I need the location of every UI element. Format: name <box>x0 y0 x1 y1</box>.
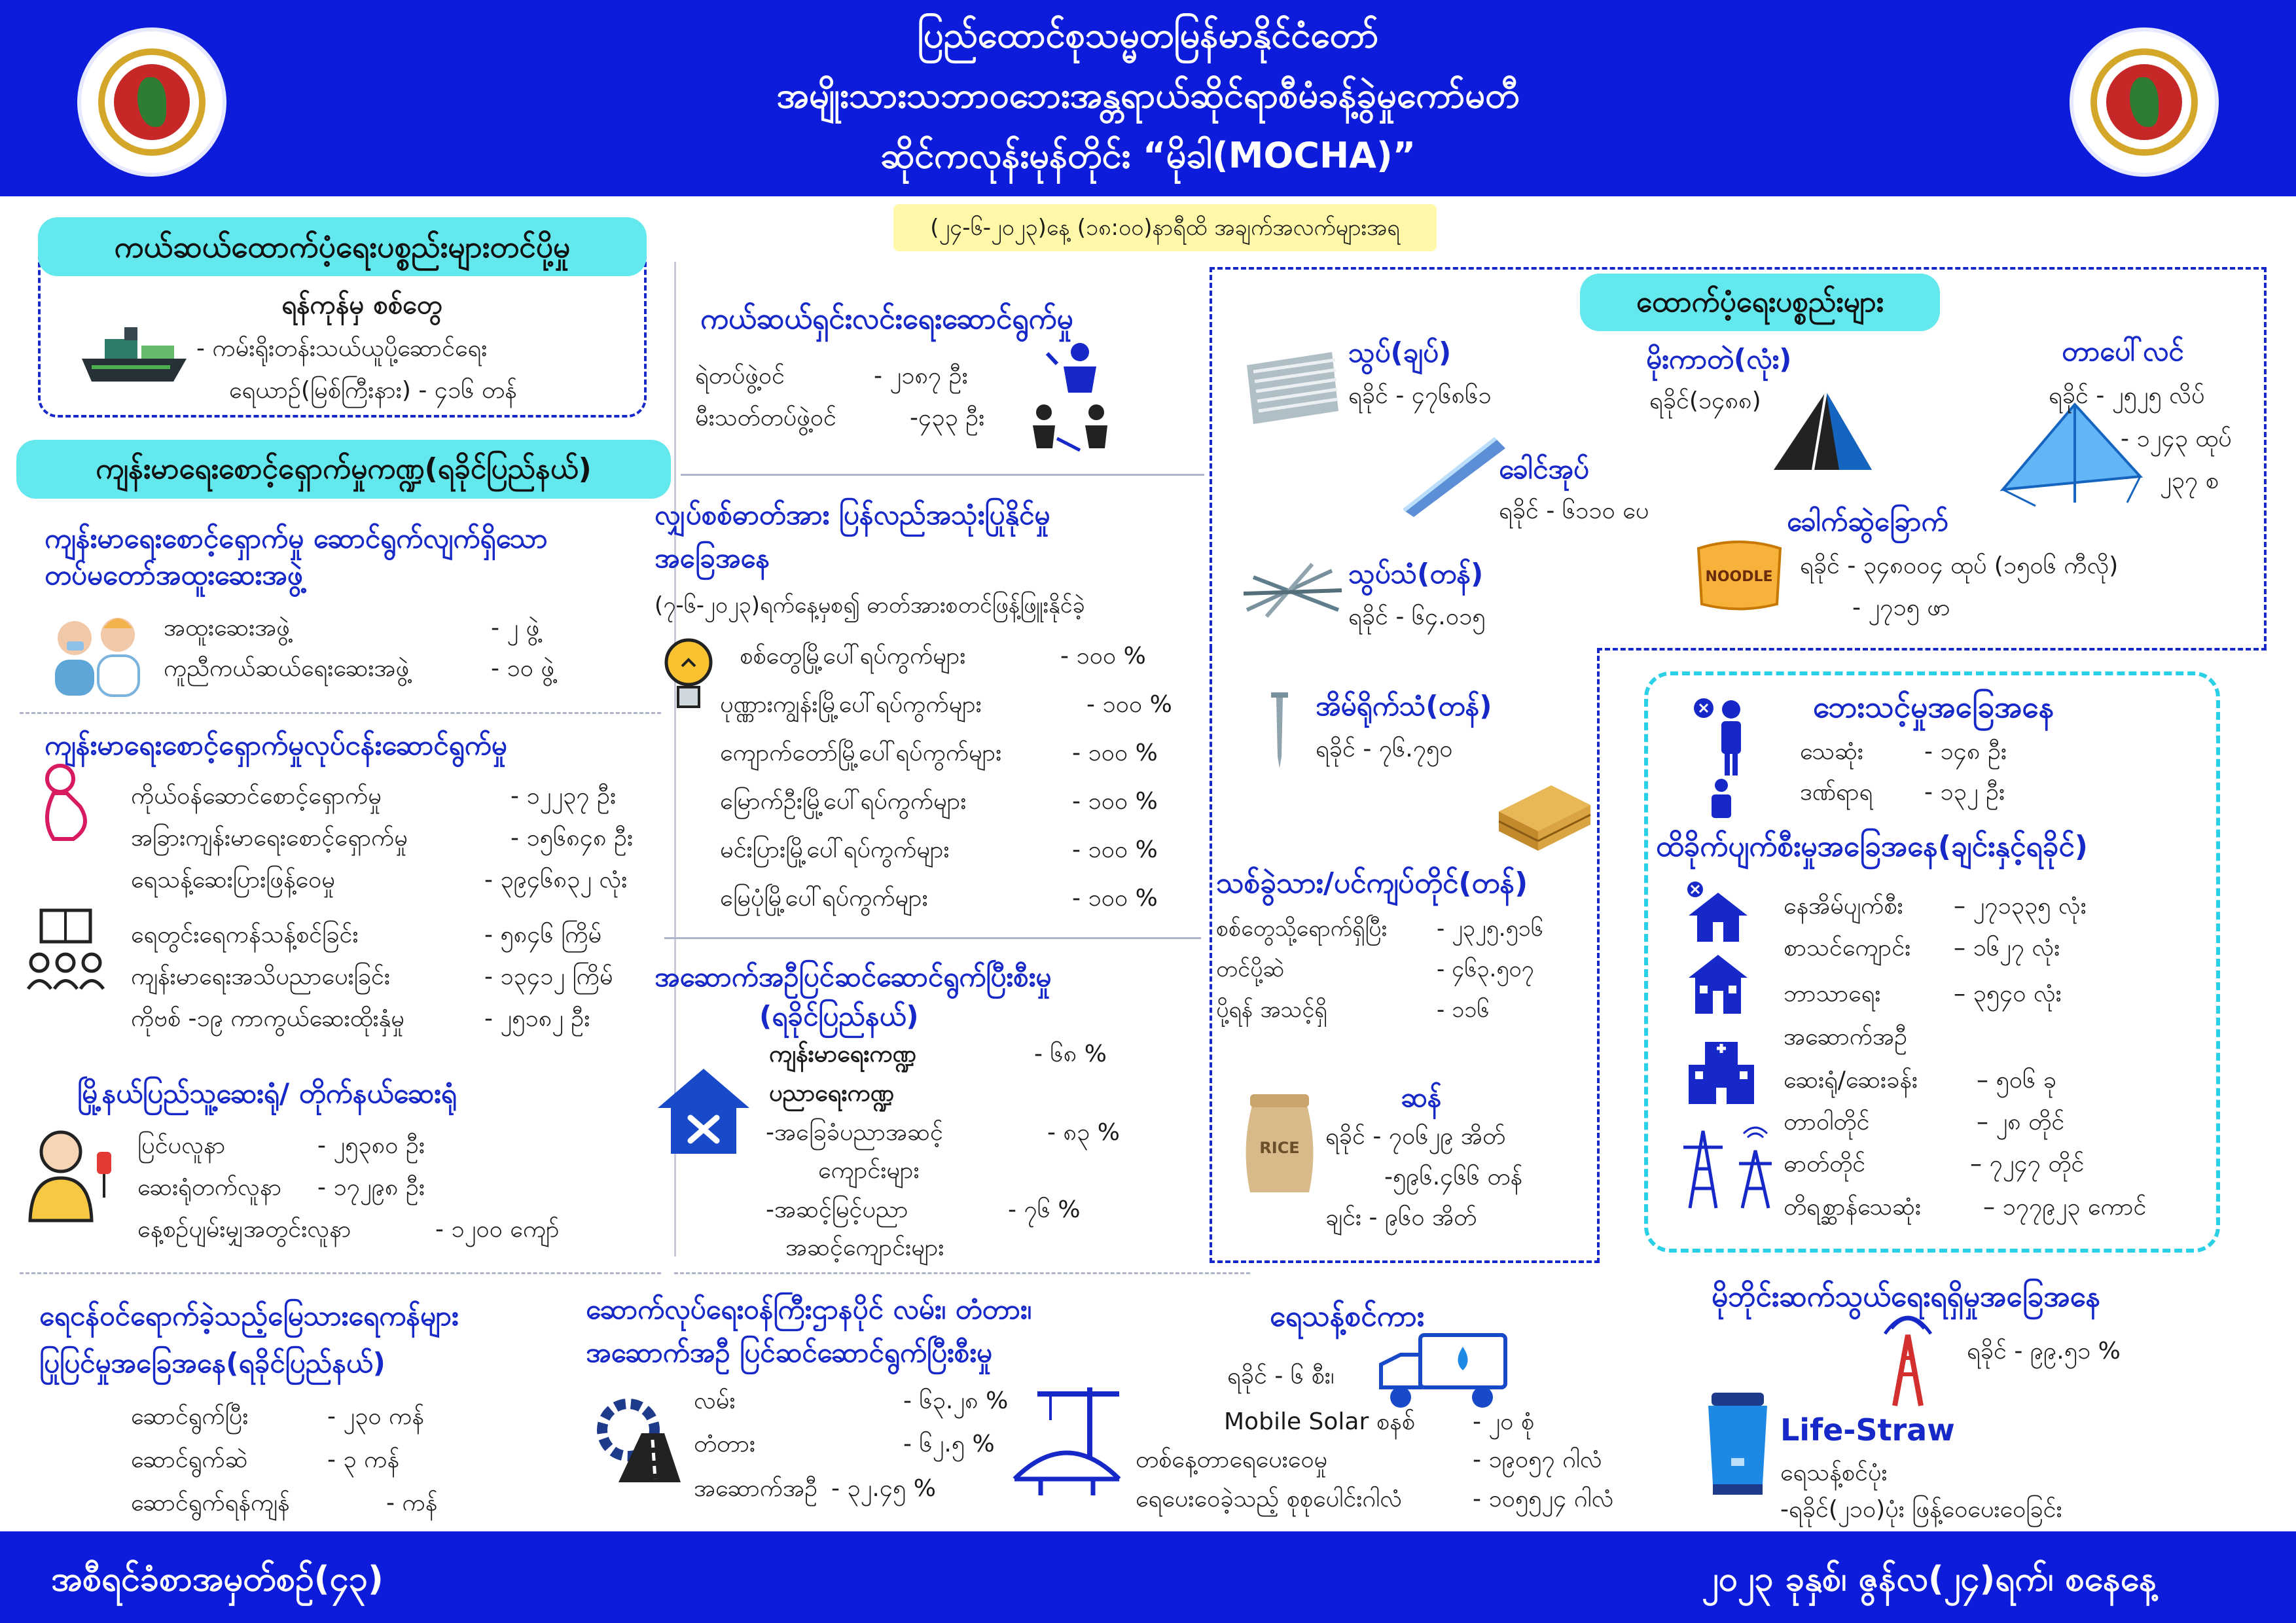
damage-value-8: – ၁၇၇၉၂၃ ကောင် <box>1983 1194 2147 1221</box>
zinc-value: ရခိုင် - ၄၇၆၈၆၁ <box>1348 382 1492 409</box>
repair-house-icon <box>655 1065 753 1157</box>
tent-value: ရခိုင်(၁၄၈၈) <box>1649 387 1761 414</box>
teams-label-1: အထူးဆေးအဖွဲ့ <box>164 615 290 641</box>
building-title-1: အဆောက်အဦပြင်ဆင်ဆောင်ရွက်ပြီးစီးမှု <box>655 961 1052 993</box>
cleanup-label-1: ရဲတပ်ဖွဲ့ဝင် <box>695 363 785 389</box>
destroyed-house-icon <box>1685 880 1751 945</box>
service-value-3: - ၃၉၄၆၈၃၂ လုံး <box>484 866 628 893</box>
power-title-2: အခြေအနေ <box>655 542 770 574</box>
ponds-title-1: ရေငန်ဝင်ရောက်ခဲ့သည့်မြေသားရေကန်များ <box>39 1300 459 1332</box>
casualty-label-2: ဒဏ်ရာရ <box>1800 779 1873 806</box>
tent-title: မိုးကာတဲ(လုံး) <box>1646 343 1792 375</box>
building-basic-value: - ၈၃ % <box>1047 1119 1120 1146</box>
ship-icon <box>79 319 190 391</box>
ridge-value: ရခိုင် - ၆၁၁၀ ပေ <box>1499 497 1649 524</box>
damage-value-3: – ၃၅၄၀ လုံး <box>1954 980 2062 1007</box>
damage-value-5: – ၅၀၆ ခု <box>1977 1067 2056 1094</box>
damage-value-6: – ၂၈ တိုင် <box>1977 1109 2065 1135</box>
svg-text:RICE: RICE <box>1259 1139 1300 1157</box>
power-value-2: - ၁၀၀ % <box>1086 691 1172 718</box>
timber-label-1: စစ်တွေသို့ရောက်ရှိပြီး <box>1216 916 1388 942</box>
casualty-value-1: - ၁၄၈ ဦး <box>1924 738 2007 765</box>
building-basic-label-1: -အခြေခံပညာအဆင့် <box>766 1119 943 1146</box>
solar-label: Mobile Solar စနစ် <box>1224 1408 1415 1435</box>
noodle-title: ခေါက်ဆွဲခြောက် <box>1787 505 1948 537</box>
hospital-label-1: ပြင်ပလူနာ <box>137 1132 226 1159</box>
infra-value-1: - ၆၃.၂၈ % <box>903 1387 1009 1414</box>
building-higher-label-2: အဆင့်ကျောင်းများ <box>785 1234 944 1261</box>
power-value-6: - ၁၀၀ % <box>1072 885 1158 912</box>
building-health-label: ကျန်းမာရေးကဏ္ဍ <box>769 1041 916 1067</box>
damage-label-3: ဘာသာရေး <box>1784 980 1881 1007</box>
rice-title: ဆန် <box>1401 1081 1442 1113</box>
report-date: ၂၀၂၃ ခုနှစ်၊ ဇွန်လ(၂၄)ရက်၊ စနေနေ့ <box>1702 1560 2157 1599</box>
power-tower-icon <box>1670 1124 1788 1209</box>
hospital-building-icon <box>1685 1035 1757 1107</box>
building-higher-label-1: -အဆင့်မြင့်ပညာ <box>766 1196 908 1223</box>
lifestraw-line-2: -ရခိုင်(၂၁၀)ပုံး ဖြန့်ဝေပေးဝေခြင်း <box>1780 1496 2062 1523</box>
service-label-1: ကိုယ်ဝန်ဆောင်စောင့်ရှောက်မှု <box>131 783 382 810</box>
zinc-sheet-icon <box>1240 346 1345 431</box>
casualty-label-1: သေဆုံး <box>1800 738 1863 765</box>
shipment-line-1: - ကမ်းရိုးတန်းသယ်ယူပို့ဆောင်ရေး <box>196 335 488 362</box>
service-value-5: - ၁၃၄၁၂ ကြိမ် <box>484 963 613 990</box>
nail-title: သွပ်သံ(တန်) <box>1348 558 1484 590</box>
header-title-2: အမျိုးသားသဘာဝဘေးအန္တရာယ်ဆိုင်ရာစီမံခန့်ခွဲမှုကော်မတီ <box>776 75 1520 116</box>
cell-tower-icon <box>1875 1309 1941 1407</box>
timber-icon <box>1492 772 1597 857</box>
timber-value-1: - ၂၃၂၅.၅၁၆ <box>1437 916 1543 942</box>
ponds-value-2: - ၃ ကန် <box>327 1446 399 1473</box>
date-note: (၂၄-၆-၂၀၂၃)နေ့ (၁၈:၀၀)နာရီထိ အချက်အလက်များအရ <box>893 204 1437 251</box>
roofing-nail-icon <box>1270 691 1289 770</box>
roofnail-value: ရခိုင် - ၇၆.၇၅၀ <box>1316 736 1453 762</box>
supplies-box-step <box>1597 648 2267 651</box>
damage-label-8: တိရစ္ဆာန်သေဆုံး <box>1784 1194 1921 1221</box>
header-banner <box>0 0 2296 196</box>
tent-icon <box>1767 385 1878 476</box>
damage-value-2: – ၁၆၂၇ လုံး <box>1954 935 2060 961</box>
hospital-value-3: - ၁၂၀၀ ကျော် <box>435 1216 560 1243</box>
school-icon <box>1685 952 1751 1017</box>
rice-value-2: -၅၉၆.၄၆၆ တန် <box>1384 1164 1523 1190</box>
pregnant-woman-icon <box>27 760 99 859</box>
hospital-value-2: - ၁၇၂၉၈ ဦး <box>317 1174 425 1201</box>
power-label-1: စစ်တွေမြို့ပေါ်ရပ်ကွက်များ <box>740 643 966 669</box>
shipment-route: ရန်ကုန်မှ စစ်တွေ <box>281 290 442 320</box>
tarpaulin-value-3: ၂၃၇ စ <box>2160 467 2219 494</box>
damage-label-4: အဆောက်အဦ <box>1784 1024 1908 1050</box>
bridge-crane-icon <box>1011 1381 1122 1499</box>
damage-label-5: ဆေးရုံ/ဆေးခန်း <box>1784 1067 1918 1094</box>
zinc-title: သွပ်(ချပ်) <box>1348 336 1452 368</box>
header-title-1: ပြည်ထောင်စုသမ္မတမြန်မာနိုင်ငံတော် <box>917 14 1379 56</box>
health-services-title: ကျန်းမာရေးစောင့်ရှောက်မှုလုပ်ငန်းဆောင်ရွက်မှု <box>45 729 507 761</box>
lifestraw-title: Life-Straw <box>1780 1412 1955 1448</box>
telecom-value: ရခိုင် - ၉၉.၅၁ % <box>1967 1338 2121 1364</box>
myanmar-map-icon <box>2130 77 2159 127</box>
water-truck-icon <box>1374 1329 1512 1414</box>
building-title-2: (ရခိုင်ပြည်နယ်) <box>759 1000 919 1032</box>
lightbulb-icon <box>661 633 717 715</box>
tarpaulin-title: တာပေါ်လင် <box>2062 335 2184 367</box>
damage-label-1: နေအိမ်ပျက်စီး <box>1784 893 1903 919</box>
daily-supply-value: - ၁၉၀၅၇ ဂါလံ <box>1473 1446 1602 1473</box>
myanmar-map-icon <box>137 77 166 127</box>
committee-seal-right <box>2070 27 2219 177</box>
teams-value-1: - ၂ ဖွဲ့ <box>491 615 540 641</box>
cleanup-label-2: မီးသတ်တပ်ဖွဲ့ဝင် <box>695 404 836 431</box>
patient-icon <box>25 1126 117 1224</box>
purifier-value: ရခိုင် - ၆ စီး၊ <box>1227 1363 1335 1389</box>
power-value-3: - ၁၀၀ % <box>1072 740 1158 766</box>
power-note: (၇-၆-၂၀၂၃)ရက်နေ့မှစ၍ ဓာတ်အားစတင်ဖြန့်ဖြူးနိုင်ခဲ့ <box>655 592 1085 618</box>
health-sector-title: ကျန်းမာရေးစောင့်ရှောက်မှုကဏ္ဍ(ရခိုင်ပြည်နယ်) <box>16 440 671 499</box>
ponds-label-3: ဆောင်ရွက်ရန်ကျန် <box>131 1489 290 1516</box>
power-label-3: ကျောက်တော်မြို့ပေါ်ရပ်ကွက်များ <box>720 740 1002 766</box>
service-value-1: - ၁၂၂၃၇ ဦး <box>511 783 617 810</box>
service-value-6: - ၂၅၁၈၂ ဦး <box>484 1005 590 1032</box>
rice-value-3: ချင်း - ၉၆၀ အိတ် <box>1325 1204 1477 1231</box>
total-supply-label: ရေပေးဝေခဲ့သည့် စုစုပေါင်းဂါလံ <box>1136 1486 1402 1512</box>
noodle-value-2: - ၂၇၁၅ ဖာ <box>1852 594 1950 621</box>
tarpaulin-value-1: ရခိုင် - ၂၅၂၅ လိပ် <box>2049 382 2205 409</box>
classroom-icon <box>25 907 107 992</box>
service-label-4: ရေတွင်းရေကန်သန့်စင်ခြင်း <box>131 921 359 948</box>
solar-value: - ၂၀ စုံ <box>1473 1408 1535 1435</box>
noodle-value-1: ရခိုင် - ၃၄၈၀၀၄ ထုပ် (၁၅၀၆ ကီလို) <box>1800 552 2119 579</box>
shipment-title: ကယ်ဆယ်ထောက်ပံ့ရေးပစ္စည်းများတင်ပို့မှု <box>38 217 647 276</box>
shipment-line-2: ရေယာဉ်(မြစ်ကြီးနား) - ၄၁၆ တန် <box>229 377 517 404</box>
ponds-label-1: ဆောင်ရွက်ပြီး <box>131 1403 249 1430</box>
ponds-title-2: ပြုပြင်မှုအခြေအနေ(ရခိုင်ပြည်နယ်) <box>39 1347 386 1379</box>
teams-title-2: တပ်မတော်အထူးဆေးအဖွဲ့ <box>45 559 303 591</box>
telecom-title: မိုဘိုင်းဆက်သွယ်ရေးရရှိမှုအခြေအနေ <box>1712 1280 2101 1313</box>
damage-label-6: တာဝါတိုင် <box>1784 1109 1870 1135</box>
casualty-value-2: - ၁၃၂ ဦး <box>1924 779 2005 806</box>
power-label-6: မြေပုံမြို့ပေါ်ရပ်ကွက်များ <box>720 885 928 912</box>
service-value-4: - ၅၈၄၆ ကြိမ် <box>484 921 602 948</box>
damage-value-7: – ၇၂၄၇ တိုင် <box>1970 1150 2085 1177</box>
ponds-label-2: ဆောင်ရွက်ဆဲ <box>131 1446 248 1473</box>
svg-text:NOODLE: NOODLE <box>1705 569 1773 585</box>
header-title-3: ဆိုင်ကလုန်းမုန်တိုင်း “မိုခါ(MOCHA)” <box>880 135 1416 176</box>
casualty-person-icon <box>1692 695 1751 819</box>
tarpaulin-value-2: - ၁၂၄၃ ထုပ် <box>2121 425 2232 452</box>
service-value-2: - ၁၅၆၈၄၈ ဦး <box>511 825 634 851</box>
teams-label-2: ကူညီကယ်ဆယ်ရေးဆေးအဖွဲ့ <box>164 655 410 682</box>
cleanup-value-1: - ၂၁၈၇ ဦး <box>874 363 968 389</box>
infra-label-1: လမ်း <box>694 1387 736 1414</box>
service-label-3: ရေသန့်ဆေးပြားဖြန့်ဝေမှု <box>131 866 335 893</box>
hospital-label-2: ဆေးရုံတက်လူနာ <box>137 1174 282 1201</box>
noodle-pack-icon <box>1692 535 1787 614</box>
water-filter-bucket-icon <box>1698 1386 1777 1497</box>
committee-seal-left <box>77 27 226 177</box>
building-health-value: - ၆၈ % <box>1034 1041 1107 1067</box>
damage-value-1: – ၂၇၁၃၃၅ လုံး <box>1954 893 2087 919</box>
power-label-5: မင်းပြားမြို့ပေါ်ရပ်ကွက်များ <box>720 836 950 863</box>
service-label-5: ကျန်းမာရေးအသိပညာပေးခြင်း <box>131 963 391 990</box>
service-label-2: အခြားကျန်းမာရေးစောင့်ရှောက်မှု <box>131 825 408 851</box>
casualty-title: ဘေးသင့်မှုအခြေအနေ <box>1813 689 2054 724</box>
power-value-5: - ၁၀၀ % <box>1072 836 1158 863</box>
timber-title: သစ်ခွဲသား/ပင်ကျပ်တိုင်(တန်) <box>1216 866 1528 900</box>
ridge-title: ခေါင်အုပ် <box>1499 453 1589 485</box>
ponds-value-3: - ကန် <box>386 1489 438 1516</box>
doctors-icon <box>41 609 155 697</box>
rice-sack-icon <box>1237 1088 1322 1199</box>
teams-title-1: ကျန်းမာရေးစောင့်ရှောက်မှု ဆောင်ရွက်လျက်ရှိသော <box>45 522 548 554</box>
teams-value-2: - ၁၀ ဖွဲ့ <box>491 655 554 682</box>
service-label-6: ကိုဗစ် -၁၉ ကာကွယ်ဆေးထိုးနှံမှု <box>131 1005 404 1032</box>
footer-bar <box>0 1531 2296 1623</box>
power-value-1: - ၁၀၀ % <box>1060 643 1146 669</box>
damage-title: ထိခိုက်ပျက်စီးမှုအခြေအနေ(ချင်းနှင့်ရခိုင်) <box>1656 830 2088 863</box>
rescue-workers-icon <box>1021 340 1119 455</box>
hospital-label-3: နေ့စဉ်ပျမ်းမျှအတွင်းလူနာ <box>137 1216 351 1243</box>
rice-value-1: ရခိုင် - ၇၀၆၂၉ အိတ် <box>1325 1123 1505 1150</box>
building-basic-label-2: ကျောင်းများ <box>818 1157 920 1184</box>
timber-value-2: - ၄၆၃.၅၀၇ <box>1437 956 1534 982</box>
ponds-value-1: - ၂၃၀ ကန် <box>327 1403 424 1430</box>
power-label-4: မြောက်ဦးမြို့ပေါ်ရပ်ကွက်များ <box>720 788 967 815</box>
lifestraw-line-1: ရေသန့်စင်ပုံး <box>1780 1459 1888 1486</box>
purifier-title: ရေသန့်စင်ကား <box>1270 1300 1424 1333</box>
infra-title-2: အဆောက်အဦ ပြင်ဆင်ဆောင်ရွက်ပြီးစီးမှု <box>586 1336 992 1368</box>
power-label-2: ပုဏ္ဏားကျွန်းမြို့ပေါ်ရပ်ကွက်များ <box>720 691 982 718</box>
total-supply-value: - ၁၀၅၅၂၄ ဂါလံ <box>1473 1486 1614 1512</box>
power-title-1: လျှပ်စစ်ဓာတ်အား ပြန်လည်အသုံးပြုနိုင်မှု <box>655 499 1050 531</box>
building-higher-value: - ၇၆ % <box>1008 1196 1081 1223</box>
power-value-4: - ၁၀၀ % <box>1072 788 1158 815</box>
building-edu-label: ပညာရေးကဏ္ဍ <box>769 1080 895 1107</box>
hospital-title: မြို့နယ်ပြည်သူ့ဆေးရုံ/ တိုက်နယ်ဆေးရုံ <box>77 1077 457 1109</box>
roofnail-title: အိမ်ရိုက်သံ(တန်) <box>1316 690 1492 722</box>
nails-icon <box>1240 558 1345 623</box>
nail-value: ရခိုင် - ၆၄.၀၁၅ <box>1348 603 1486 630</box>
timber-value-3: - ၁၁၆ <box>1437 997 1490 1023</box>
supplies-title: ထောက်ပံ့ရေးပစ္စည်းများ <box>1580 274 1940 331</box>
cleanup-title: ကယ်ဆယ်ရှင်းလင်းရေးဆောင်ရွက်မှု <box>700 302 1073 336</box>
damage-label-7: ဓာတ်တိုင် <box>1784 1150 1866 1177</box>
damage-label-2: စာသင်ကျောင်း <box>1784 935 1911 961</box>
infra-value-2: - ၆၂.၅ % <box>903 1431 995 1457</box>
cleanup-value-2: -၄၃၃ ဦး <box>910 404 985 431</box>
infra-label-3: အဆောက်အဦ <box>694 1475 818 1502</box>
road-gear-icon <box>592 1394 684 1486</box>
infra-label-2: တံတား <box>694 1431 756 1457</box>
ridge-cap-icon <box>1397 432 1509 517</box>
daily-supply-label: တစ်နေ့တာရေပေးဝေမှု <box>1136 1446 1328 1473</box>
infra-value-3: - ၃၂.၄၅ % <box>831 1475 936 1502</box>
hospital-value-1: - ၂၅၃၈၀ ဦး <box>317 1132 425 1159</box>
timber-label-3: ပို့ရန် အသင့်ရှိ <box>1216 997 1327 1023</box>
timber-label-2: တင်ပို့ဆဲ <box>1216 956 1285 982</box>
report-number: အစီရင်ခံစာအမှတ်စဉ်(၄၃) <box>51 1560 384 1599</box>
infra-title-1: ဆောက်လုပ်ရေးဝန်ကြီးဌာနပိုင် လမ်း၊ တံတား၊ <box>586 1293 1032 1325</box>
